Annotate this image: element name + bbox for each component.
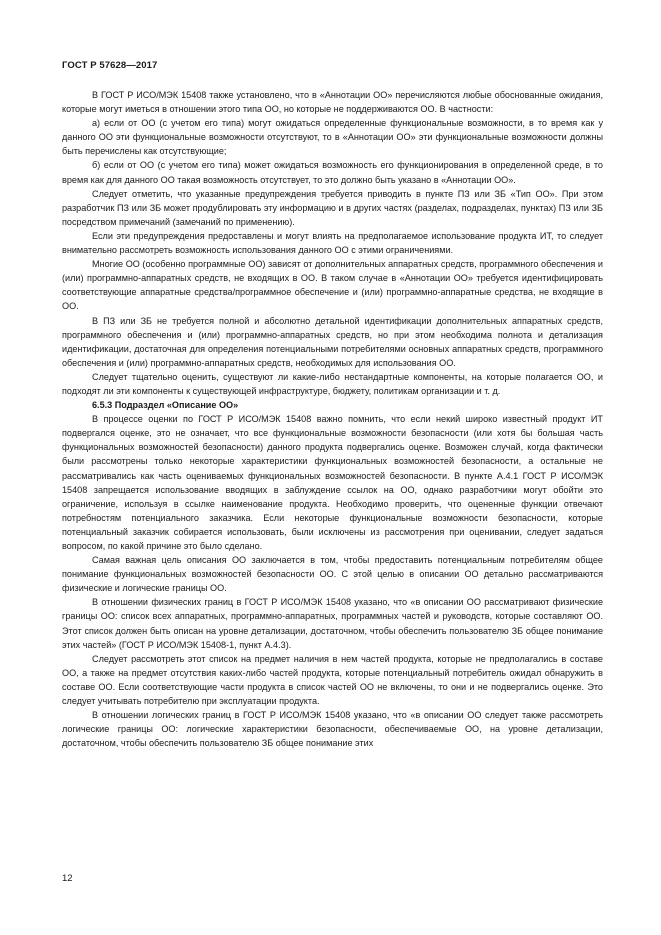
paragraph: Если эти предупреждения предоставлены и могут влиять на предполагаемое использование продукта ИТ, то следует внимательно рассмотреть возможность использования данного ОО с этими ограничениями.	[62, 230, 603, 256]
paragraph: В отношении физических границ в ГОСТ Р ИСО/МЭК 15408 указано, что «в описании ОО рассматривают физические границы ОО: список всех аппаратных, программно-аппаратных, программных частей и руководств, которые составляют ОО. Этот список должен быть описан на уровне детализации, достаточном, чтобы обеспечить пользователю ЗБ общее понимание этих частей» (ГОСТ Р ИСО/МЭК 15408-1, пункт А.4.3).	[62, 597, 603, 650]
paragraph: Многие ОО (особенно программные ОО) зависят от дополнительных аппаратных средств, программного обеспечения и (или) программно-аппаратных средств, не входящих в ОО. В таком случае в «Аннотации ОО» требуется идентифицировать соответствующие аппаратные средства/программное обеспечение и (или) программно-аппаратные средства, не входящие в ОО.	[62, 259, 603, 312]
document-header: ГОСТ Р 57628—2017	[62, 60, 158, 71]
paragraph: В ГОСТ Р ИСО/МЭК 15408 также установлено, что в «Аннотации ОО» перечисляются любые обоснованные ожидания, которые могут иметься в отношении этого типа ОО, но которые не поддерживаются ОО. В частности:	[62, 90, 603, 115]
list-item-b: б) если от ОО (с учетом его типа) может ожидаться возможность его функционирования в определенной среде, в то время как для данного ОО такая возможность отсутствует, то это должно быть указано в «Аннотации ОО».	[62, 160, 603, 185]
paragraph: В отношении логических границ в ГОСТ Р ИСО/МЭК 15408 указано, что «в описании ОО следует также рассмотреть логические границы ОО: логические характеристики безопасности, обеспечиваемые ОО, на уровне детализации, достаточном, чтобы обеспечить пользователю ЗБ общее понимание этих	[62, 710, 603, 749]
paragraph: Следует тщательно оценить, существуют ли какие-либо нестандартные компоненты, на которые полагается ОО, и подходят ли эти компоненты к существующей инфраструктуре, бюджету, политикам организации и т. д.	[62, 371, 603, 396]
paragraph: В ПЗ или ЗБ не требуется полной и абсолютно детальной идентификации дополнительных аппаратных средств, программного обеспечения и (или) программно-аппаратных средств, но при этом необходима полнота и детализация идентификации, достаточная для определения потенциальными потребителями основных аппаратных средств, программного обеспечения и (или) программно-аппаратных средств, необходимых для использования ОО.	[62, 315, 603, 368]
list-item-a: а) если от ОО (с учетом его типа) могут ожидаться определенные функциональные возможности, в то время как у данного ОО эти функциональные возможности отсутствуют, то в «Аннотации ОО» эти функциональные возможности должны быть перечислены как отсутствующие;	[62, 118, 603, 157]
paragraph: Следует рассмотреть этот список на предмет наличия в нем частей продукта, которые не предполагались в составе ОО, а также на предмет отсутствия каких-либо частей продукта, которые потенциальный потребитель ожидал обнаружить в составе ОО. Если соответствующие части продукта в список частей ОО не включены, то они и не подвергались оценке. Это следует учитывать потребителю при эксплуатации продукта.	[62, 653, 603, 707]
subsection-title: 6.5.3 Подраздел «Описание ОО»	[92, 400, 239, 411]
document-body	[62, 88, 603, 750]
paragraph: Следует отметить, что указанные предупреждения требуется приводить в пункте ПЗ или ЗБ «Тип ОО». При этом разработчик ПЗ или ЗБ может продублировать эту информацию и в других частях (разделах, подразделах, пунктах) ПЗ или ЗБ посредством примечаний (замечаний по применению).	[62, 188, 603, 227]
paragraph: Самая важная цель описания ОО заключается в том, чтобы предоставить потенциальным потребителям общее понимание функциональных возможностей безопасности ОО. С этой целью в описании ОО детально рассматриваются физические и логические границы ОО.	[62, 555, 603, 594]
page-number: 12	[62, 873, 73, 884]
paragraph: В процессе оценки по ГОСТ Р ИСО/МЭК 15408 важно помнить, что если некий широко известный продукт ИТ подвергался оценке, это не означает, что все функциональные возможности безопасности (или хотя бы большая часть функциональных возможностей безопасности) данного продукта подвергались оценке. Возможен случай, когда фактически были рассмотрены только некоторые характеристики функциональных возможностей безопасности, а остальные не рассматривались как часть оцениваемых функциональных возможностей безопасности. В пункте А.4.1 ГОСТ Р ИСО/МЭК 15408 запрещается использование вводящих в заблуждение ссылок на ОО, однако разработчики могут обойти это ограничение, используя в ссылке наименование продукта. Необходимо проверить, что оцененные функции отвечают потребностям потенциального заказчика. Если некоторые функциональные возможности безопасности, которые потенциальный заказчик собирается использовать, были исключены из рассмотрения при оценивании, следует задаться вопросом, по какой причине это было сделано.	[62, 414, 603, 551]
